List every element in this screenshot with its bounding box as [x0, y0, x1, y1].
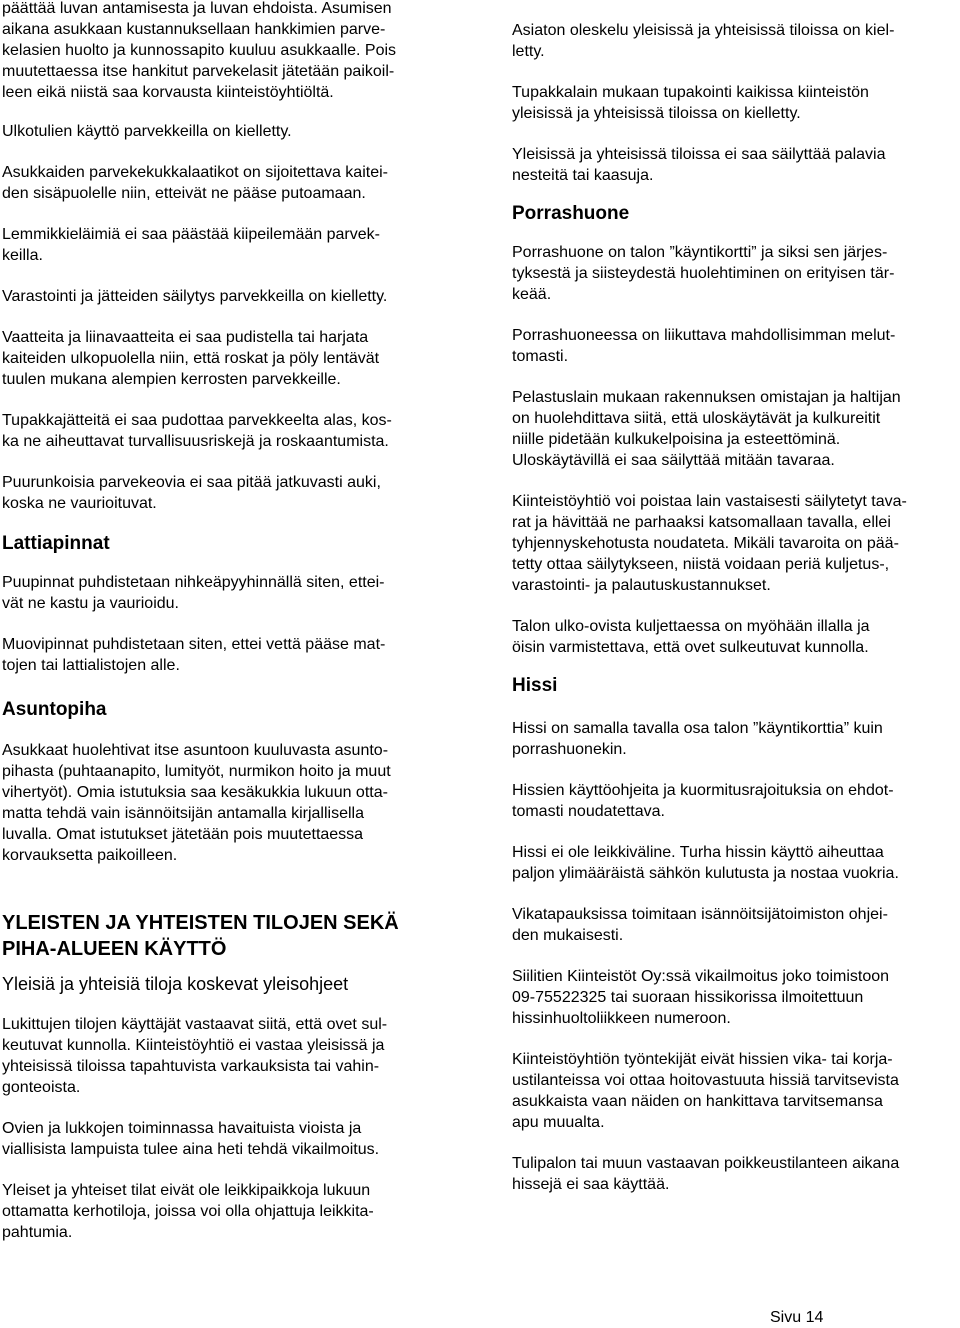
heading-porrashuone: Porrashuone — [512, 203, 630, 224]
paragraph-yard: Asukkaat huolehtivat itse asuntoon kuuluvasta asunto- pihasta (puhtaanapito, lumityöt, nurmikon hoito ja muut vihertyöt). Omia istutuksia saa kesäkukkia lukuun otta- matta tehdä vain isännöitsijän antamalla kirjallisella luvalla. Omat istutukset jätetään pois muutettaessa korvauksetta paikoilleen. — [2, 742, 391, 864]
paragraph-fault-report: Ovien ja lukkojen toiminnassa havaituista vioista ja viallisista lampuista tulee aina heti tehdä vikailmoitus. — [2, 1120, 380, 1158]
paragraph-stairwell-card: Porrashuone on talon ”käyntikortti” ja siksi sen järjes- tyksestä ja siisteydestä huolehtiminen on erityisen tär- keää. — [512, 244, 895, 303]
paragraph-elevator-instructions: Hissien käyttöohjeita ja kuormitusrajoituksia on ehdot- tomasti noudatettava. — [512, 782, 894, 820]
paragraph-play-areas: Yleiset ja yhteiset tilat eivät ole leikkipaikkoja lukuun ottamatta kerhotiloja, joissa voi olla ohjattuja leikkita- pahtumia. — [2, 1182, 374, 1241]
paragraph-quiet: Porrashuoneessa on liikuttava mahdollisimman melut- tomasti. — [512, 327, 896, 365]
paragraph-balcony-glass: päättää luvan antamisesta ja luvan ehdoista. Asumisen aikana asukkaan kustannuksellaan hankkimien parve- kelasien huolto ja kunnossapito kuuluu asukkaalle. Pois muutettaessa itse hankitut parvekelasit jätetään paikoil- leen eikä niistä saa korvausta kiinteistöyhtiöltä. — [2, 0, 397, 101]
paragraph-flower-boxes: Asukkaiden parvekekukkalaatikot on sijoitettava kaitei- den sisäpuolelle niin, etteivät ne pääse putoamaan. — [2, 164, 388, 202]
paragraph-smoking: Tupakkalain mukaan tupakointi kaikissa kiinteistön yleisissä ja yhteisissä tiloissa on kielletty. — [512, 84, 869, 122]
paragraph-clothes: Vaatteita ja liinavaatteita ei saa pudistella tai harjata kaiteiden ulkopuolella niin, että roskat ja pöly lentävät tuulen mukana alempien kerrosten parvekkeille. — [2, 329, 380, 388]
paragraph-rescue-law: Pelastuslain mukaan rakennuksen omistajan ja haltijan on huolehdittava siitä, että uloskäytävät ja kulkureitit niille pidetään kulkukelpoisina ja esteettöminä. Uloskäytävillä ei saa säilyttää mitään tavaraa. — [512, 389, 901, 469]
paragraph-pets: Lemmikkieläimiä ei saa päästää kiipeilemään parvek- keilla. — [2, 226, 380, 264]
paragraph-removal: Kiinteistöyhtiö voi poistaa lain vastaisesti säilytetyt tava- rat ja hävittää ne parhaaksi katsomallaan tavalla, ellei tyhjennyskehotusta noudateta. Mikäli tavaroita on pää- tetty ottaa säilytykseen, niistä voidaan periä kuljetus-, varastointi- ja palautuskustannukset. — [512, 493, 907, 594]
heading-common-spaces: YLEISTEN JA YHTEISTEN TILOJEN SEKÄ PIHA-ALUEEN KÄYTTÖ — [2, 912, 399, 960]
paragraph-fault-cases: Vikatapauksissa toimitaan isännöitsijätoimiston ohjei- den mukaisesti. — [512, 906, 888, 944]
paragraph-staff-responsibility: Kiinteistöyhtiön työntekijät eivät hissien vika- tai korja- ustilanteissa voi ottaa hoitovastuuta hissiä tarvitsevista asukkaista vaan näiden on hankittava tarvitsemansa apu muualta. — [512, 1051, 899, 1131]
paragraph-flammables: Yleisissä ja yhteisissä tiloissa ei saa säilyttää palavia nesteitä tai kaasuja. — [512, 146, 886, 184]
heading-asuntopiha: Asuntopiha — [2, 699, 107, 720]
paragraph-fault-contact: Siilitien Kiinteistöt Oy:ssä vikailmoitus joko toimistoon 09-75522325 tai suoraan hissikorissa ilmoitettuun hissinhuoltoliikkeen numeroon. — [512, 968, 890, 1027]
page-number: Sivu 14 — [770, 1309, 824, 1326]
paragraph-cigarettes: Tupakkajätteitä ei saa pudottaa parvekkeelta alas, kos- ka ne aiheuttavat turvallisuusriskejä ja roskaantumista. — [2, 412, 392, 450]
left-column — [2, 0, 450, 1243]
subheading-general-instructions: Yleisiä ja yhteisiä tiloja koskevat yleisohjeet — [2, 974, 349, 994]
right-column — [512, 0, 952, 1195]
heading-hissi: Hissi — [512, 675, 558, 696]
paragraph-storage: Varastointi ja jätteiden säilytys parvekkeilla on kielletty. — [2, 288, 388, 305]
paragraph-balcony-doors: Puurunkoisia parvekeovia ei saa pitää jatkuvasti auki, koska ne vaurioituvat. — [2, 474, 381, 512]
paragraph-wood-floors: Puupinnat puhdistetaan nihkeäpyyhinnällä siten, ettei- vät ne kastu ja vaurioidu. — [2, 574, 385, 612]
paragraph-loitering: Asiaton oleskelu yleisissä ja yhteisissä tiloissa on kiel- letty. — [512, 22, 895, 60]
paragraph-fire: Tulipalon tai muun vastaavan poikkeustilanteen aikana hissejä ei saa käyttää. — [512, 1155, 900, 1193]
paragraph-locked-spaces: Lukittujen tilojen käyttäjät vastaavat siitä, että ovet sul- keutuvat kunnolla. Kiinteistöyhtiö ei vastaa yleisissä ja yhteisissä tiloissa tapahtuvista varkauksista tai vahin- gonteoista. — [2, 1016, 388, 1096]
paragraph-elevator-card: Hissi on samalla tavalla osa talon ”käyntikorttia” kuin porrashuonekin. — [512, 720, 883, 758]
heading-lattiapinnat: Lattiapinnat — [2, 533, 110, 554]
paragraph-elevator-play: Hissi ei ole leikkiväline. Turha hissin käyttö aiheuttaa paljon ylimääräistä sähkön kulutusta ja nostaa vuokria. — [512, 844, 899, 882]
paragraph-outer-doors: Talon ulko-ovista kuljettaessa on myöhään illalla ja öisin varmistettava, että ovet sulkeutuvat kunnolla. — [512, 618, 870, 656]
paragraph-plastic-floors: Muovipinnat puhdistetaan siten, ettei vettä pääse mat- tojen tai lattialistojen alle. — [2, 636, 386, 674]
paragraph-outdoor-fires: Ulkotulien käyttö parvekkeilla on kielletty. — [2, 123, 292, 140]
